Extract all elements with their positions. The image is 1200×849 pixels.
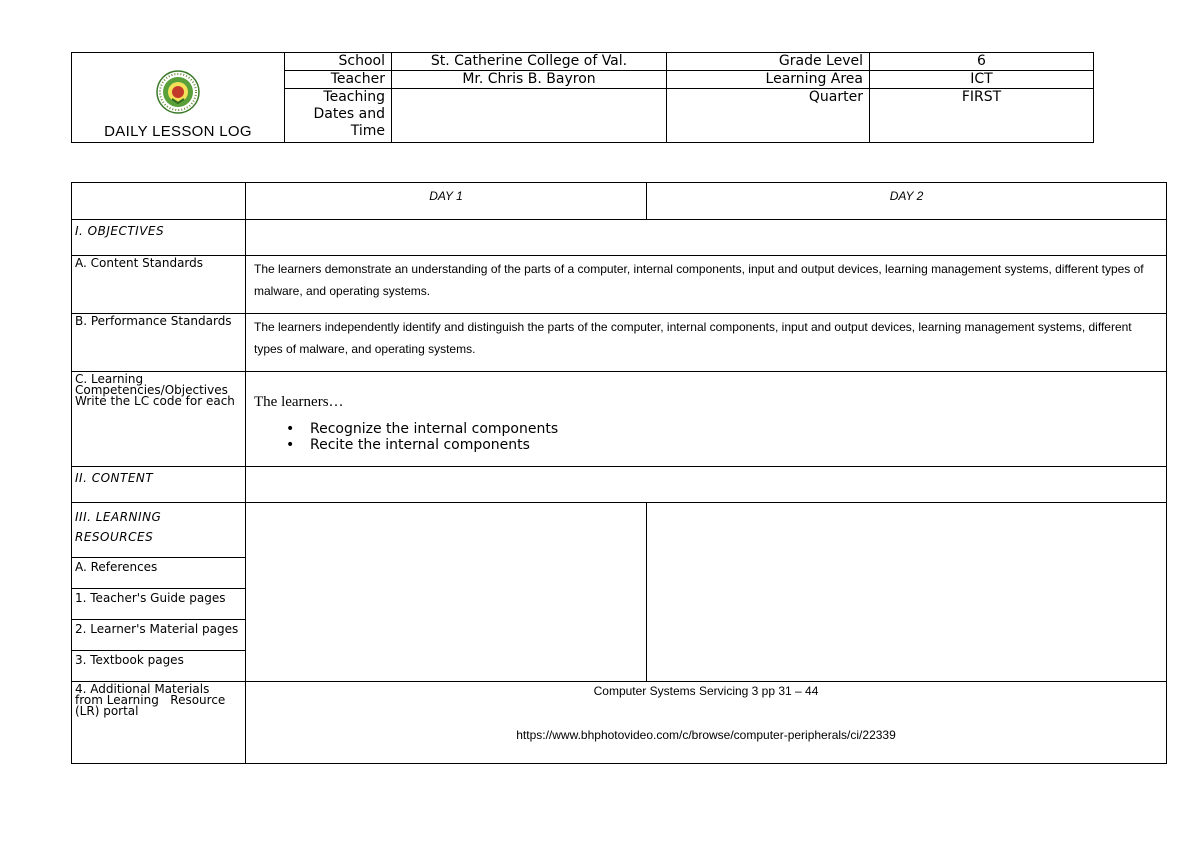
content-heading: II. CONTENT (72, 467, 246, 503)
content-standards-label: A. Content Standards (72, 256, 246, 314)
additional-materials-label: 4. Additional Materials from Learning Resource (LR) portal (72, 682, 246, 764)
school-seal-icon (155, 69, 201, 115)
additional-material-link[interactable]: https://www.bhphotovideo.com/c/browse/computer-peripherals/ci/22339 (516, 728, 896, 742)
logo-cell (72, 53, 285, 143)
list-item: • Recognize the internal components (286, 421, 1166, 437)
performance-standards-label: B. Performance Standards (72, 314, 246, 372)
list-item: • Recite the internal components (286, 437, 1166, 453)
lesson-log-table (71, 182, 1167, 764)
resources-day2-cell (647, 503, 1167, 682)
content-cell (246, 467, 1167, 503)
teacher-value: Mr. Chris B. Bayron (392, 71, 667, 89)
teaching-dates-value (392, 89, 667, 143)
competency-list (286, 421, 1166, 453)
objectives-cell (246, 220, 1167, 256)
competencies-label: C. Learning Competencies/Objectives Write the LC code for each (72, 372, 246, 467)
resources-day1-cell (246, 503, 647, 682)
performance-standards-text: The learners independently identify and distinguish the parts of the computer, internal components, input and output devices, learning management systems, different types of malware, and operating systems. (246, 314, 1167, 372)
school-label: School (285, 53, 392, 71)
teaching-dates-label: Teaching Dates and Time (285, 89, 392, 143)
grade-level-label: Grade Level (667, 53, 870, 71)
learning-area-value: ICT (870, 71, 1094, 89)
teachers-guide-label: 1. Teacher's Guide pages (72, 589, 246, 620)
teacher-label: Teacher (285, 71, 392, 89)
day2-header: DAY 2 (647, 183, 1167, 220)
school-value: St. Catherine College of Val. (392, 53, 667, 71)
learners-material-label: 2. Learner's Material pages (72, 620, 246, 651)
content-standards-text: The learners demonstrate an understanding of the parts of a computer, internal components, input and output devices, learning management systems, different types of malware, and operating systems. (246, 256, 1167, 314)
day1-header: DAY 1 (246, 183, 647, 220)
objectives-heading: I. OBJECTIVES (72, 220, 246, 256)
corner-cell (72, 183, 246, 220)
learners-intro: The learners… (254, 394, 344, 410)
additional-material-book: Computer Systems Servicing 3 pp 31 – 44 (593, 684, 819, 698)
textbook-label: 3. Textbook pages (72, 651, 246, 682)
references-label: A. References (72, 558, 246, 589)
document-title: DAILY LESSON LOG (104, 123, 252, 140)
quarter-value: FIRST (870, 89, 1094, 143)
learning-area-label: Learning Area (667, 71, 870, 89)
additional-materials-cell (246, 682, 1167, 764)
grade-level-value: 6 (870, 53, 1094, 71)
header-table (71, 52, 1094, 143)
resources-heading: III. LEARNING RESOURCES (72, 503, 246, 558)
quarter-label: Quarter (667, 89, 870, 143)
competencies-cell (246, 372, 1167, 467)
